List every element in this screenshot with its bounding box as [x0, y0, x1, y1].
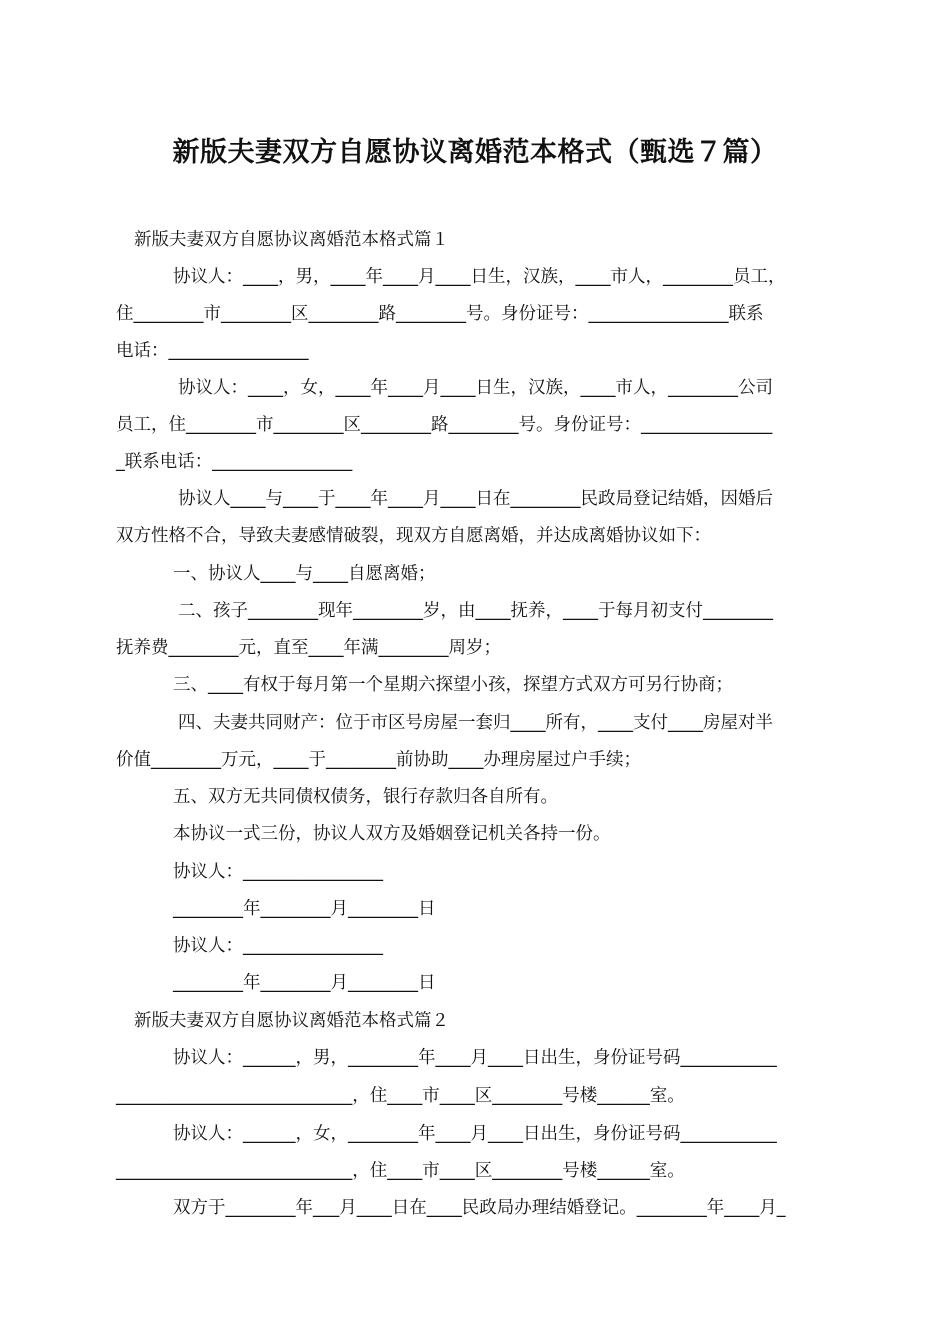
date-line: ________年________月________日	[173, 899, 436, 919]
paragraph-line: 双方于________年___月____日在____民政局办理结婚登记。________年____月_	[173, 1198, 786, 1218]
paragraph-line: 协议人：____，女，____年____月____日生，汉族，____市人，________公司	[178, 378, 773, 398]
paragraph-line: 电话：________________	[116, 341, 309, 361]
paragraph-line: 协议人：____，男，____年____月____日生，汉族，____市人，________员工，	[173, 267, 786, 287]
paragraph-line: 双方性格不合，导致夫妻感情破裂，现双方自愿离婚，并达成离婚协议如下：	[116, 526, 711, 546]
paragraph-line: ___________________________，住____市____区________号楼______室。	[116, 1161, 685, 1181]
clause-line: 抚养费________元，直至____年满________周岁；	[116, 638, 501, 658]
paragraph-line: 协议人____与____于____年____月____日在________民政局登记结婚，因婚后	[178, 489, 773, 509]
signature-line: 协议人：________________	[173, 862, 383, 882]
clause-line: 价值________万元，____于________前协助____办理房屋过户手续；	[116, 750, 641, 770]
paragraph-line: 协议人：______，男，________年____月____日出生，身份证号码___________	[173, 1048, 777, 1068]
paragraph-line: 本协议一式三份，协议人双方及婚姻登记机关各持一份。	[173, 824, 611, 844]
clause-line: 五、双方无共同债权债务，银行存款归各自所有。	[173, 787, 558, 807]
clause-line: 三、____有权于每月第一个星期六探望小孩，探望方式双方可另行协商；	[173, 675, 733, 695]
section-heading-1: 新版夫妻双方自愿协议离婚范本格式篇１	[134, 230, 449, 250]
paragraph-line: ___________________________，住____市____区________号楼______室。	[116, 1086, 685, 1106]
clause-line: 二、孩子________现年________岁，由____抚养，____于每月初支付________	[178, 601, 773, 621]
paragraph-line: 协议人：______，女，________年____月____日出生，身份证号码___________	[173, 1124, 777, 1144]
paragraph-line: _联系电话：________________	[116, 452, 353, 472]
document-title: 新版夫妻双方自愿协议离婚范本格式（甄选７篇）	[172, 137, 778, 168]
paragraph-line: 住________市________区________路________号。身份证号：________________联系	[116, 304, 764, 324]
signature-line: 协议人：________________	[173, 936, 383, 956]
clause-line: 四、夫妻共同财产：位于市区号房屋一套归____所有，____支付____房屋对半	[178, 713, 773, 733]
date-line: ________年________月________日	[173, 973, 436, 993]
paragraph-line: 员工，住________市________区________路________号。身份证号：_______________	[116, 415, 773, 435]
clause-line: 一、协议人____与____自愿离婚；	[173, 564, 436, 584]
section-heading-2: 新版夫妻双方自愿协议离婚范本格式篇２	[134, 1011, 449, 1031]
